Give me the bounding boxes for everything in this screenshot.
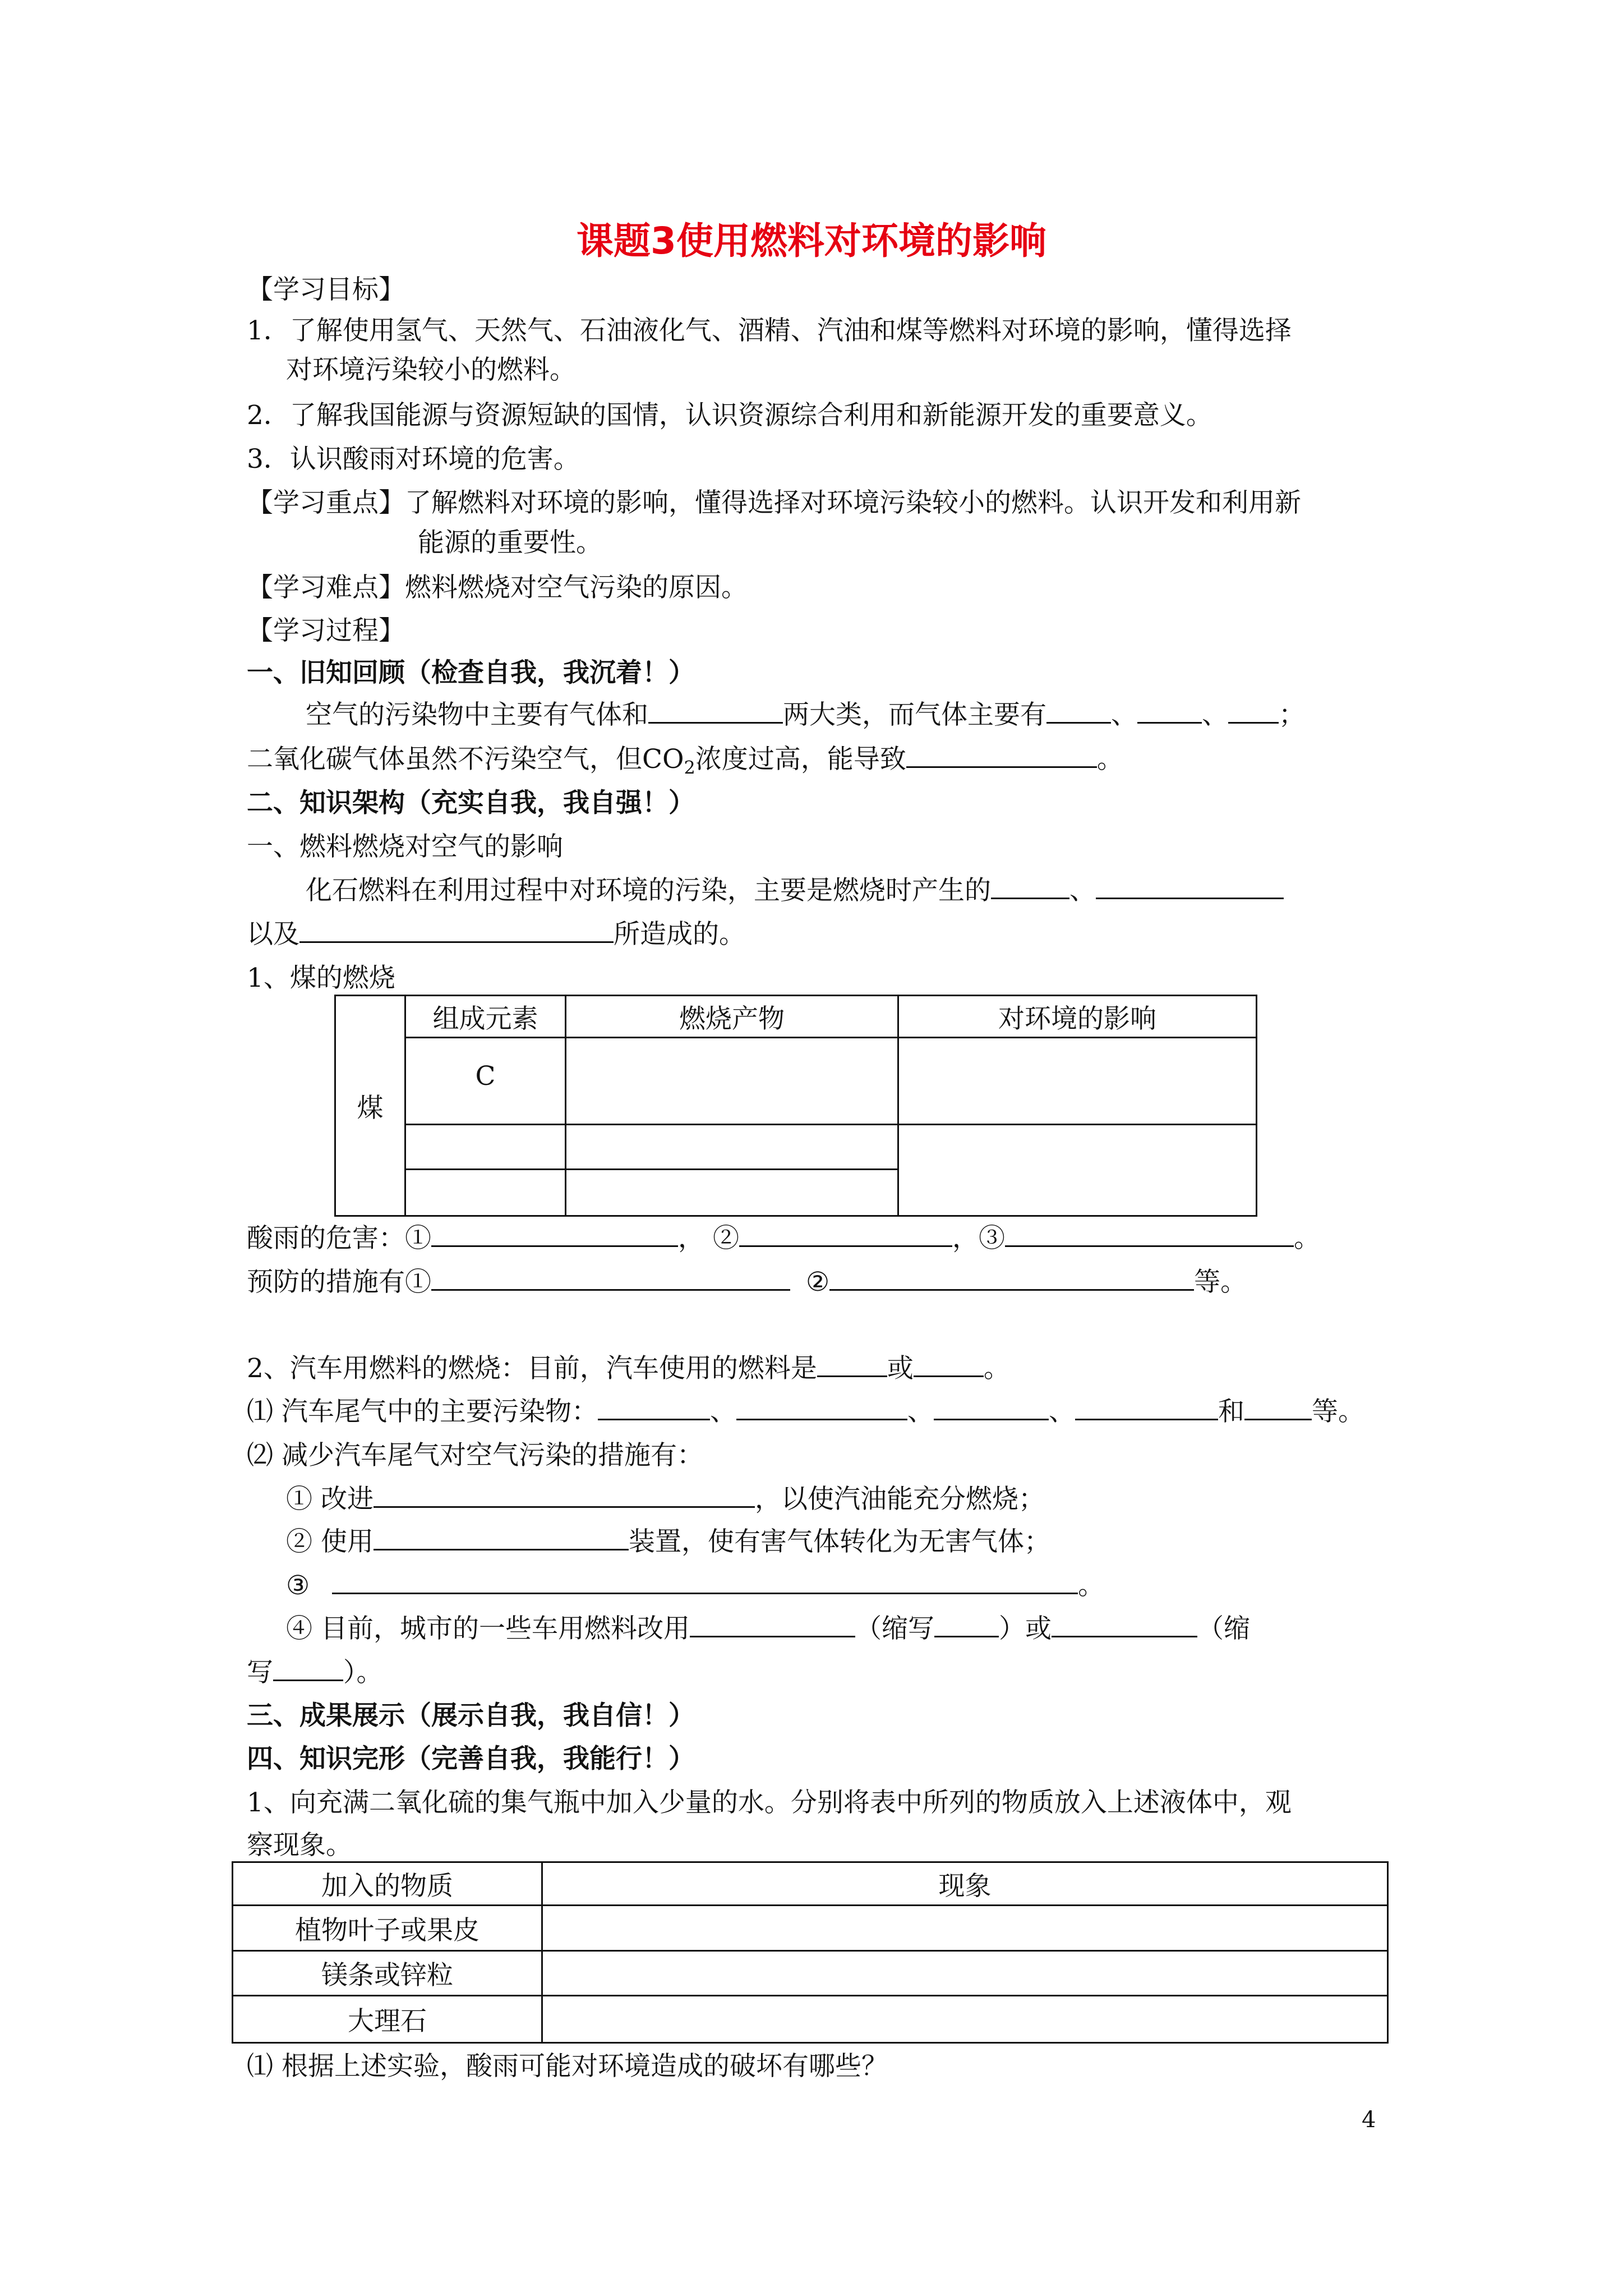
process-label: 【学习过程】	[247, 615, 405, 646]
page-title: 课题3使用燃料对环境的影响	[577, 219, 1046, 263]
answer-cell[interactable]	[898, 1125, 1257, 1216]
review-heading: 一、旧知回顾（检查自我，我沉着！）	[247, 657, 695, 688]
element-cell: C	[405, 1038, 566, 1125]
measure-3: ③ 。	[286, 1568, 1104, 1604]
answer-cell[interactable]	[542, 1996, 1388, 2043]
observation-table	[232, 1861, 1389, 2044]
answer-blank[interactable]	[1244, 1394, 1312, 1420]
question-2: ⑴ 根据上述实验，酸雨可能对环境造成的破坏有哪些？	[247, 2051, 888, 2082]
car-heading: 2、汽车用燃料的燃烧：目前，汽车使用的燃料是 或 。	[247, 1351, 1010, 1387]
framework-line-2: 以及 所造成的。	[247, 917, 745, 953]
key-points-label: 【学习重点】	[247, 487, 405, 518]
measure-2: ② 使用 装置，使有害气体转化为无害气体；	[286, 1524, 1050, 1560]
answer-cell[interactable]	[566, 1038, 898, 1125]
difficulty-text: 燃料燃烧对空气污染的原因。	[405, 572, 748, 603]
table-row-label: 大理石	[233, 1996, 542, 2043]
answer-blank[interactable]	[1137, 697, 1202, 724]
framework-heading: 二、知识架构（充实自我，我自强！）	[247, 788, 695, 818]
answer-cell[interactable]	[542, 1906, 1388, 1951]
car-measures-heading: ⑵ 减少汽车尾气对空气污染的措施有：	[247, 1440, 703, 1471]
results-heading: 三、成果展示（展示自我，我自信！）	[247, 1700, 695, 1731]
answer-blank[interactable]	[1096, 873, 1284, 899]
measure-1: ① 改进 ，以使汽油能充分燃烧；	[286, 1481, 1045, 1517]
answer-blank[interactable]	[829, 1264, 1194, 1291]
answer-cell[interactable]	[405, 1125, 566, 1170]
review-line-2: 二氧化碳气体虽然不污染空气，但$CO_2$浓度过高，能导致 。	[247, 742, 1123, 785]
table-header: 组成元素	[405, 996, 566, 1038]
measure-4: ④ 目前，城市的一些车用燃料改用 （缩写 ）或 （缩	[286, 1611, 1250, 1647]
table-header: 对环境的影响	[898, 996, 1257, 1038]
answer-blank[interactable]	[1075, 1394, 1218, 1420]
goal-item-1-cont: 对环境污染较小的燃料。	[286, 355, 576, 385]
coal-heading: 1、煤的燃烧	[247, 963, 395, 993]
answer-cell[interactable]	[566, 1170, 898, 1216]
table-header: 燃烧产物	[566, 996, 898, 1038]
coal-row-label: 煤	[335, 996, 405, 1216]
goal-item-3: 3．认识酸雨对环境的危害。	[247, 444, 580, 475]
answer-blank[interactable]	[934, 1611, 999, 1637]
difficulty-label: 【学习难点】	[247, 572, 405, 603]
page-number: 4	[1362, 2107, 1376, 2133]
answer-blank[interactable]	[299, 917, 614, 943]
answer-blank[interactable]	[914, 1351, 984, 1377]
acid-rain-line: 酸雨的危害：① ， ② ，③ 。	[247, 1221, 1320, 1257]
answer-blank[interactable]	[1005, 1221, 1294, 1247]
answer-blank[interactable]	[374, 1481, 755, 1508]
answer-cell[interactable]	[898, 1038, 1257, 1125]
goal-item-2: 2．了解我国能源与资源短缺的国情，认识资源综合利用和新能源开发的重要意义。	[247, 400, 1212, 431]
answer-blank[interactable]	[736, 1394, 907, 1420]
difficulty	[247, 570, 748, 606]
framework-line-1: 化石燃料在利用过程中对环境的污染，主要是燃烧时产生的 、	[306, 873, 1284, 909]
prevention-line: 预防的措施有① ② 等。	[247, 1264, 1247, 1300]
answer-blank[interactable]	[431, 1264, 790, 1291]
complete-heading: 四、知识完形（完善自我，我能行！）	[247, 1743, 695, 1774]
answer-blank[interactable]	[374, 1524, 629, 1550]
key-points-cont: 能源的重要性。	[418, 527, 602, 558]
answer-cell[interactable]	[542, 1951, 1388, 1996]
answer-blank[interactable]	[1228, 697, 1279, 724]
question-1: 1、向充满二氧化硫的集气瓶中加入少量的水。分别将表中所列的物质放入上述液体中，观	[247, 1787, 1292, 1818]
answer-blank[interactable]	[991, 873, 1069, 899]
answer-blank[interactable]	[739, 1221, 952, 1247]
answer-blank[interactable]	[648, 697, 783, 724]
table-row-label: 镁条或锌粒	[233, 1951, 542, 1996]
review-line-1: 空气的污染物中主要有气体和 两大类，而气体主要有 、 、 ；	[306, 697, 1305, 733]
answer-cell[interactable]	[405, 1170, 566, 1216]
car-pollutants-line: ⑴ 汽车尾气中的主要污染物： 、 、 、 和 等。	[247, 1394, 1364, 1430]
key-points	[247, 485, 1301, 521]
table-row-label: 植物叶子或果皮	[233, 1906, 542, 1951]
measure-4-cont: 写 ）。	[247, 1655, 383, 1691]
goal-item-1: 1．了解使用氢气、天然气、石油液化气、酒精、汽油和煤等燃料对环境的影响，懂得选择	[247, 315, 1292, 346]
table-header: 现象	[542, 1862, 1388, 1906]
answer-cell[interactable]	[566, 1125, 898, 1170]
goals-heading: 【学习目标】	[247, 274, 405, 305]
answer-blank[interactable]	[332, 1568, 1078, 1594]
answer-blank[interactable]	[690, 1611, 855, 1637]
answer-blank[interactable]	[1052, 1611, 1197, 1637]
coal-table	[334, 995, 1257, 1217]
answer-blank[interactable]	[1046, 697, 1111, 724]
answer-blank[interactable]	[598, 1394, 710, 1420]
answer-blank[interactable]	[906, 742, 1097, 768]
answer-blank[interactable]	[273, 1655, 343, 1681]
question-1-cont: 察现象。	[247, 1830, 352, 1861]
framework-subheading: 一、燃料燃烧对空气的影响	[247, 831, 563, 862]
key-points-text: 了解燃料对环境的影响，懂得选择对环境污染较小的燃料。认识开发和利用新	[405, 487, 1301, 518]
answer-blank[interactable]	[934, 1394, 1049, 1420]
answer-blank[interactable]	[431, 1221, 678, 1247]
answer-blank[interactable]	[817, 1351, 887, 1377]
table-header: 加入的物质	[233, 1862, 542, 1906]
